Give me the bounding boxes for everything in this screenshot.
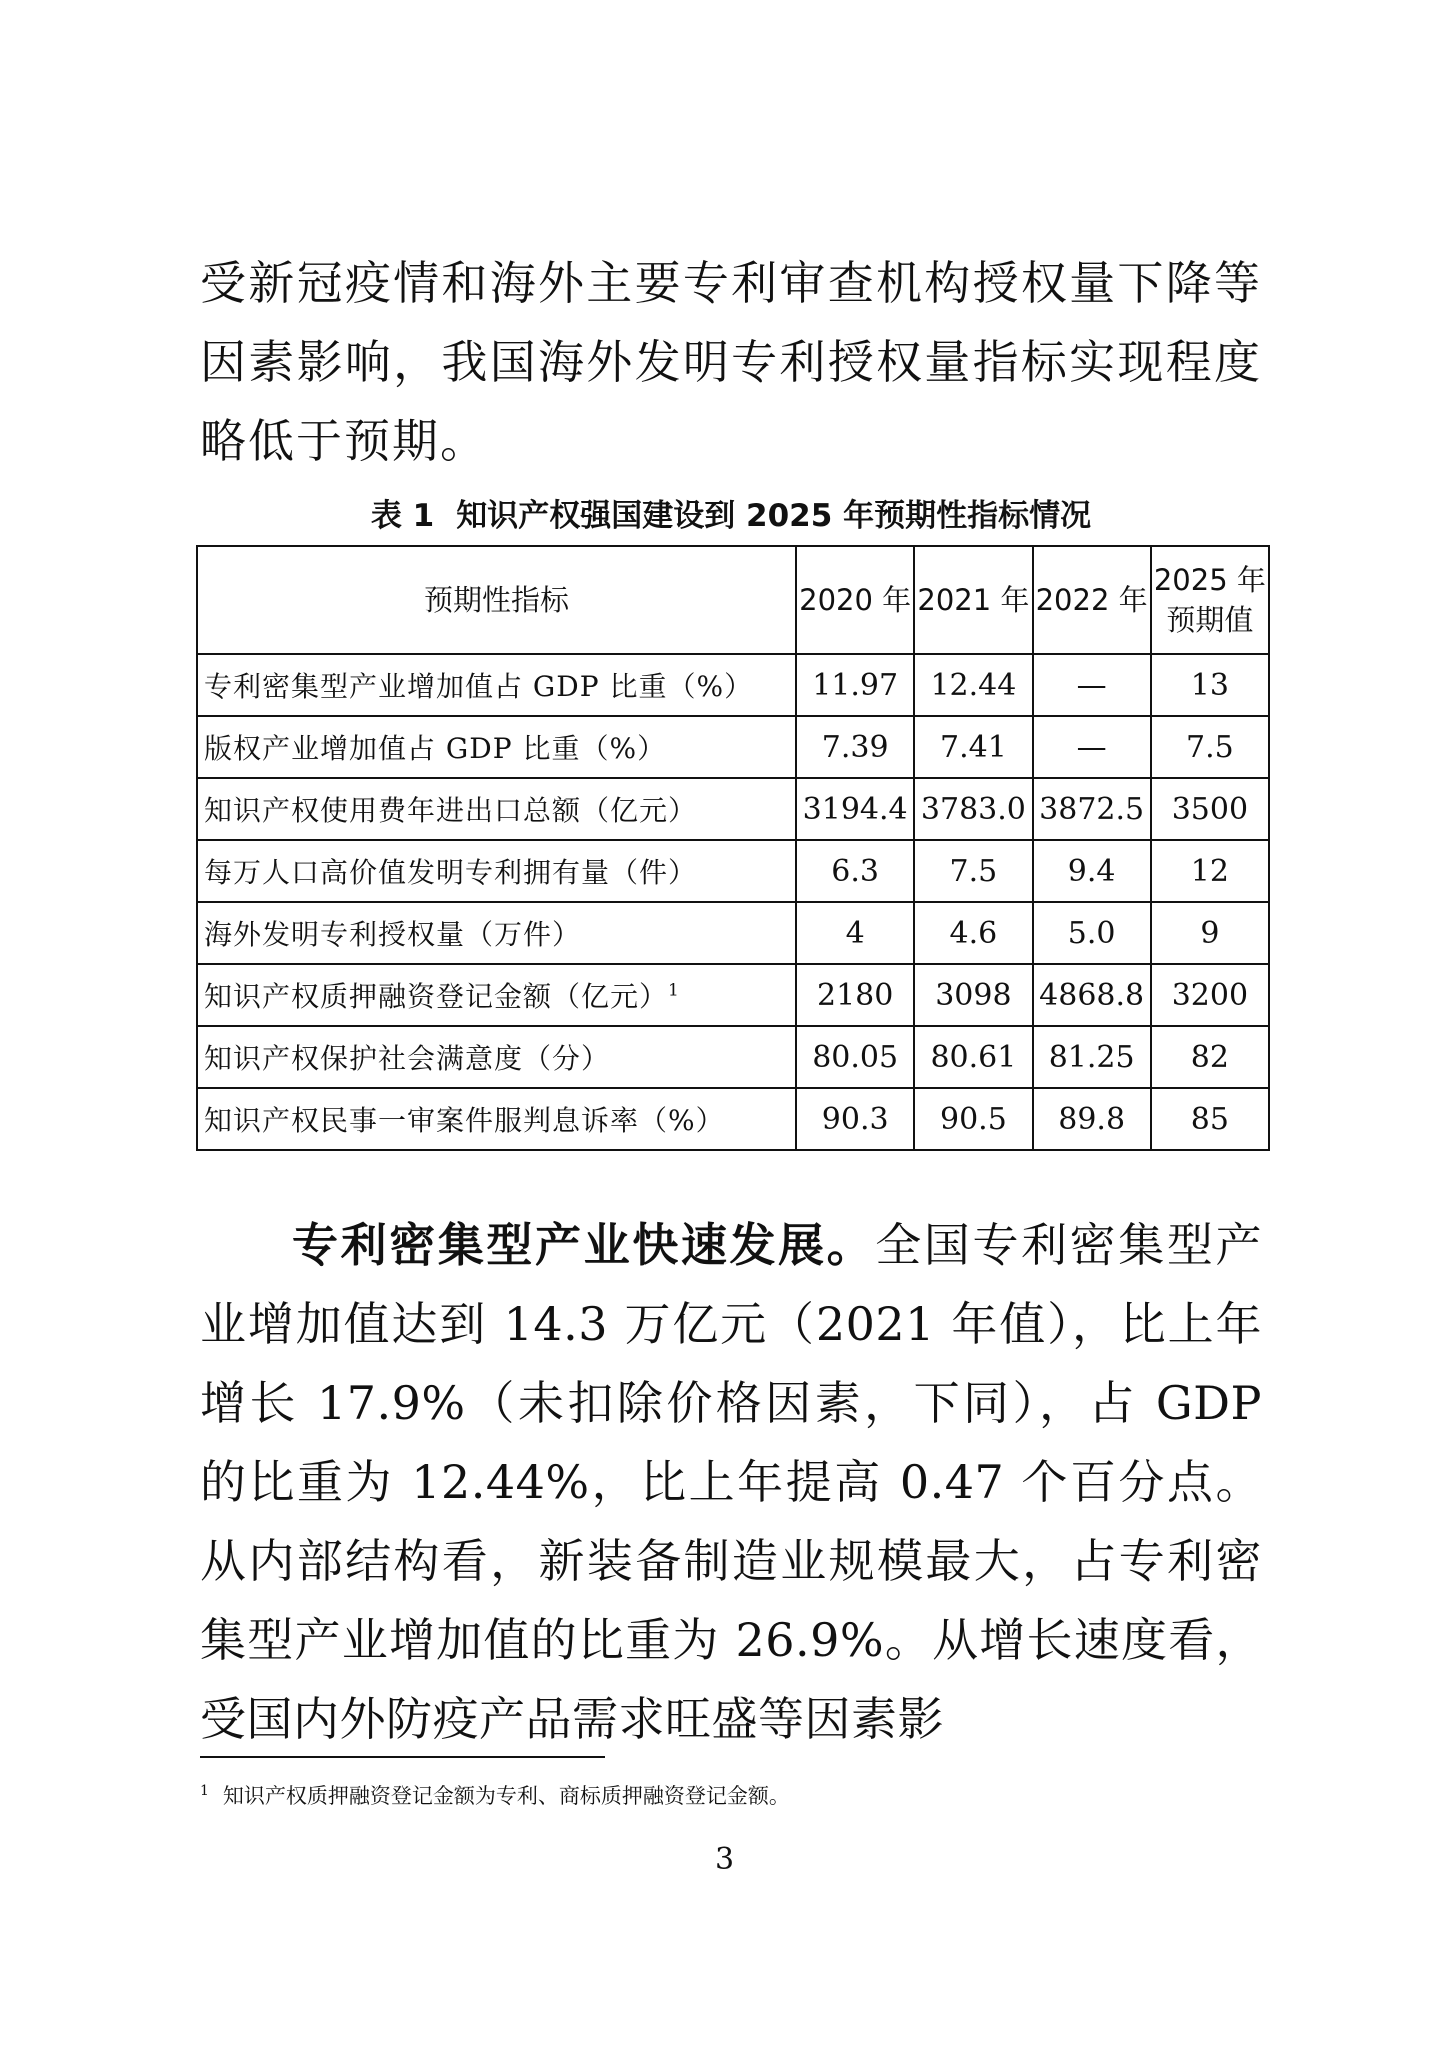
- paragraph-lead-heading: 专利密集型产业快速发展。: [292, 1218, 876, 1272]
- value-2022: 4868.8: [1033, 964, 1151, 1026]
- value-2025: 82: [1151, 1026, 1269, 1088]
- table-caption-number: 表 1: [370, 498, 435, 534]
- indicator-label: [197, 1088, 796, 1150]
- value-2025: 13: [1151, 654, 1269, 716]
- value-2020: 80.05: [796, 1026, 914, 1088]
- value-2020: 2180: [796, 964, 914, 1026]
- table-header-row: [197, 546, 1269, 654]
- indicator-label: [197, 964, 796, 1026]
- table-row: [197, 840, 1269, 902]
- value-2021: 90.5: [914, 1088, 1032, 1150]
- value-2022: 81.25: [1033, 1026, 1151, 1088]
- table-caption-title: 知识产权强国建设到 2025 年预期性指标情况: [456, 498, 1092, 534]
- value-2022: 3872.5: [1033, 778, 1151, 840]
- header-2020: 2020 年: [796, 546, 914, 654]
- table-caption: [196, 494, 1266, 538]
- value-2022: 89.8: [1033, 1088, 1151, 1150]
- indicator-label: [197, 902, 796, 964]
- value-2020: 6.3: [796, 840, 914, 902]
- header-2025-line2: 预期值: [1166, 603, 1254, 637]
- indicator-label-text: 知识产权质押融资登记金额（亿元）: [204, 980, 669, 1013]
- footnote-text: 知识产权质押融资登记金额为专利、商标质押融资登记金额。: [222, 1784, 790, 1808]
- indicators-table: [196, 545, 1270, 1151]
- page-number: 3: [714, 1842, 735, 1877]
- indicator-label: [197, 1026, 796, 1088]
- table-row: [197, 1088, 1269, 1150]
- intro-paragraph: 受新冠疫情和海外主要专利审查机构授权量下降等因素影响，我国海外发明专利授权量指标实现程度略低于预期。: [200, 256, 1262, 468]
- value-2022: 5.0: [1033, 902, 1151, 964]
- value-2021: 7.5: [914, 840, 1032, 902]
- indicator-label-text: 知识产权民事一审案件服判息诉率（%）: [204, 1104, 725, 1137]
- value-2025: 3200: [1151, 964, 1269, 1026]
- paragraph-body-text: 全国专利密集型产业增加值达到 14.3 万亿元（2021 年值），比上年增长 17.9%（未扣除价格因素，下同），占 GDP 的比重为 12.44%，比上年提高 0.47 个百分点。从内部结构看，新装备制造业规模最大，占专利密集型产业增加值的比重为 26.9%。从增长速度看，受国内外防疫产品需求旺盛等因素影: [200, 1218, 1263, 1746]
- table-row: [197, 902, 1269, 964]
- value-2022: —: [1033, 654, 1151, 716]
- indicator-label-text: 知识产权保护社会满意度（分）: [204, 1042, 611, 1075]
- header-2025-target: [1151, 546, 1269, 654]
- body-paragraph: [200, 1206, 1262, 1759]
- table-row: [197, 654, 1269, 716]
- value-2020: 4: [796, 902, 914, 964]
- footnote-divider: [200, 1756, 605, 1758]
- table-row: [197, 964, 1269, 1026]
- indicator-label-text: 知识产权使用费年进出口总额（亿元）: [204, 794, 698, 827]
- table-row: [197, 778, 1269, 840]
- value-2021: 12.44: [914, 654, 1032, 716]
- value-2022: 9.4: [1033, 840, 1151, 902]
- value-2021: 3098: [914, 964, 1032, 1026]
- indicator-label: [197, 778, 796, 840]
- indicator-label-text: 每万人口高价值发明专利拥有量（件）: [204, 856, 698, 889]
- header-2021: 2021 年: [914, 546, 1032, 654]
- value-2020: 7.39: [796, 716, 914, 778]
- table-row: [197, 1026, 1269, 1088]
- value-2022: —: [1033, 716, 1151, 778]
- value-2020: 90.3: [796, 1088, 914, 1150]
- value-2021: 4.6: [914, 902, 1032, 964]
- indicator-label-text: 专利密集型产业增加值占 GDP 比重（%）: [204, 670, 754, 703]
- value-2020: 3194.4: [796, 778, 914, 840]
- indicator-label-text: 海外发明专利授权量（万件）: [204, 918, 582, 951]
- footnote-reference: 1: [668, 980, 680, 1001]
- footnote: [200, 1776, 1262, 1811]
- value-2021: 3783.0: [914, 778, 1032, 840]
- value-2025: 12: [1151, 840, 1269, 902]
- footnote-mark: 1: [200, 1783, 209, 1799]
- indicator-label: [197, 840, 796, 902]
- indicator-label: [197, 654, 796, 716]
- value-2021: 7.41: [914, 716, 1032, 778]
- value-2025: 3500: [1151, 778, 1269, 840]
- header-2022: 2022 年: [1033, 546, 1151, 654]
- value-2020: 11.97: [796, 654, 914, 716]
- header-indicator: 预期性指标: [197, 546, 796, 654]
- indicator-label-text: 版权产业增加值占 GDP 比重（%）: [204, 732, 667, 765]
- value-2025: 9: [1151, 902, 1269, 964]
- table-row: [197, 716, 1269, 778]
- value-2021: 80.61: [914, 1026, 1032, 1088]
- indicator-label: [197, 716, 796, 778]
- value-2025: 85: [1151, 1088, 1269, 1150]
- header-2025-line1: 2025 年: [1153, 563, 1266, 597]
- value-2025: 7.5: [1151, 716, 1269, 778]
